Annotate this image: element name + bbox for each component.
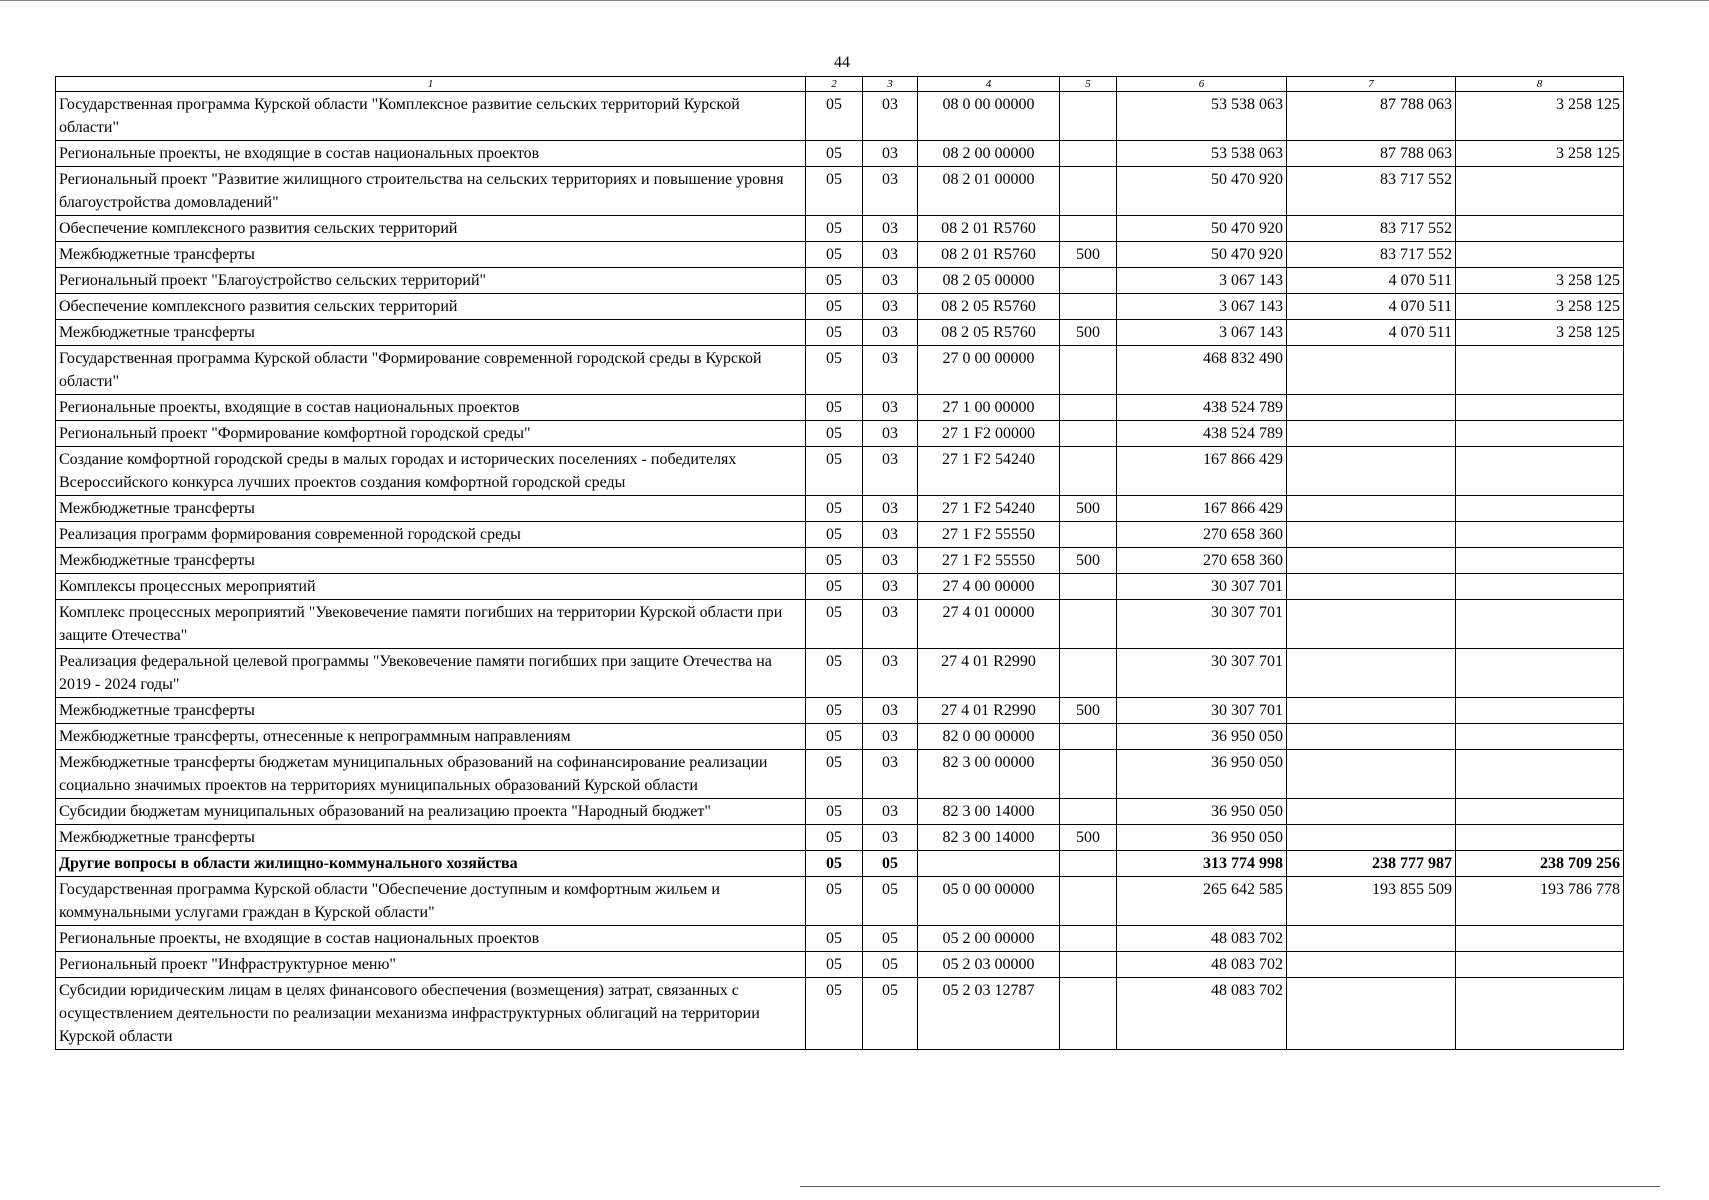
subsection-code-cell: 03	[863, 346, 918, 395]
amount-col7-cell: 4 070 511	[1287, 294, 1456, 320]
section-code-cell: 05	[806, 600, 863, 649]
amount-col6-cell: 167 866 429	[1117, 496, 1287, 522]
amount-col7-cell	[1287, 522, 1456, 548]
subsection-code-cell: 03	[863, 216, 918, 242]
row-name-cell: Региональный проект "Благоустройство сельских территорий"	[56, 268, 806, 294]
subsection-code-cell: 03	[863, 574, 918, 600]
row-name-cell: Межбюджетные трансферты	[56, 548, 806, 574]
subsection-code-cell: 03	[863, 548, 918, 574]
amount-col8-cell	[1456, 750, 1624, 799]
amount-col6-cell: 36 950 050	[1117, 799, 1287, 825]
expense-type-cell	[1060, 799, 1117, 825]
header-cell: 4	[918, 77, 1060, 92]
amount-col8-cell	[1456, 421, 1624, 447]
table-row	[56, 724, 1624, 750]
table-row	[56, 522, 1624, 548]
amount-col6-cell: 30 307 701	[1117, 698, 1287, 724]
table-row	[56, 92, 1624, 141]
table-row	[56, 698, 1624, 724]
target-article-cell: 27 1 F2 55550	[918, 522, 1060, 548]
amount-col7-cell: 83 717 552	[1287, 216, 1456, 242]
table-row	[56, 750, 1624, 799]
expense-type-cell	[1060, 750, 1117, 799]
target-article-cell: 08 0 00 00000	[918, 92, 1060, 141]
amount-col7-cell: 4 070 511	[1287, 320, 1456, 346]
subsection-code-cell: 03	[863, 496, 918, 522]
table-row	[56, 496, 1624, 522]
amount-col8-cell	[1456, 395, 1624, 421]
target-article-cell: 27 4 01 R2990	[918, 649, 1060, 698]
amount-col6-cell: 30 307 701	[1117, 574, 1287, 600]
amount-col8-cell: 3 258 125	[1456, 141, 1624, 167]
amount-col7-cell	[1287, 346, 1456, 395]
subsection-code-cell: 05	[863, 851, 918, 877]
target-article-cell	[918, 851, 1060, 877]
target-article-cell: 82 0 00 00000	[918, 724, 1060, 750]
target-article-cell: 27 4 00 00000	[918, 574, 1060, 600]
table-row	[56, 141, 1624, 167]
subsection-code-cell: 03	[863, 320, 918, 346]
amount-col7-cell: 87 788 063	[1287, 141, 1456, 167]
budget-table	[55, 76, 1624, 1050]
table-row	[56, 548, 1624, 574]
amount-col8-cell	[1456, 649, 1624, 698]
subsection-code-cell: 05	[863, 952, 918, 978]
amount-col8-cell: 3 258 125	[1456, 268, 1624, 294]
header-cell: 1	[56, 77, 806, 92]
subsection-code-cell: 03	[863, 167, 918, 216]
table-row	[56, 649, 1624, 698]
row-name-cell: Реализация программ формирования современной городской среды	[56, 522, 806, 548]
row-name-cell: Региональный проект "Развитие жилищного строительства на сельских территориях и повышение уровня благоустройства домовладений"	[56, 167, 806, 216]
amount-col8-cell	[1456, 978, 1624, 1050]
expense-type-cell	[1060, 978, 1117, 1050]
section-code-cell: 05	[806, 268, 863, 294]
amount-col7-cell	[1287, 421, 1456, 447]
expense-type-cell: 500	[1060, 698, 1117, 724]
amount-col8-cell	[1456, 574, 1624, 600]
amount-col7-cell	[1287, 724, 1456, 750]
amount-col7-cell	[1287, 698, 1456, 724]
expense-type-cell	[1060, 851, 1117, 877]
expense-type-cell: 500	[1060, 825, 1117, 851]
row-name-cell: Государственная программа Курской области "Комплексное развитие сельских территорий Курской области"	[56, 92, 806, 141]
subsection-code-cell: 03	[863, 92, 918, 141]
section-code-cell: 05	[806, 724, 863, 750]
table-row	[56, 421, 1624, 447]
subsection-code-cell: 03	[863, 825, 918, 851]
target-article-cell: 27 1 F2 55550	[918, 548, 1060, 574]
section-code-cell: 05	[806, 548, 863, 574]
amount-col7-cell: 4 070 511	[1287, 268, 1456, 294]
row-name-cell: Межбюджетные трансферты	[56, 242, 806, 268]
expense-type-cell	[1060, 574, 1117, 600]
amount-col6-cell: 167 866 429	[1117, 447, 1287, 496]
amount-col7-cell	[1287, 548, 1456, 574]
amount-col6-cell: 48 083 702	[1117, 978, 1287, 1050]
amount-col7-cell: 193 855 509	[1287, 877, 1456, 926]
amount-col6-cell: 30 307 701	[1117, 600, 1287, 649]
section-code-cell: 05	[806, 320, 863, 346]
amount-col7-cell	[1287, 825, 1456, 851]
row-name-cell: Региональный проект "Инфраструктурное меню"	[56, 952, 806, 978]
amount-col8-cell	[1456, 952, 1624, 978]
row-name-cell: Государственная программа Курской области "Обеспечение доступным и комфортным жильем и коммунальными услугами граждан в Курской области"	[56, 877, 806, 926]
expense-type-cell	[1060, 926, 1117, 952]
row-name-cell: Региональные проекты, не входящие в состав национальных проектов	[56, 141, 806, 167]
scan-edge-line	[800, 1186, 1660, 1187]
table-row	[56, 294, 1624, 320]
target-article-cell: 08 2 05 R5760	[918, 294, 1060, 320]
expense-type-cell: 500	[1060, 320, 1117, 346]
table-row	[56, 825, 1624, 851]
header-cell: 8	[1456, 77, 1624, 92]
subsection-code-cell: 03	[863, 649, 918, 698]
table-row	[56, 346, 1624, 395]
section-code-cell: 05	[806, 799, 863, 825]
row-name-cell: Обеспечение комплексного развития сельских территорий	[56, 216, 806, 242]
subsection-code-cell: 05	[863, 978, 918, 1050]
table-row	[56, 216, 1624, 242]
scan-edge-line	[0, 0, 1709, 1]
target-article-cell: 08 2 05 R5760	[918, 320, 1060, 346]
expense-type-cell	[1060, 724, 1117, 750]
subsection-code-cell: 05	[863, 926, 918, 952]
amount-col6-cell: 36 950 050	[1117, 750, 1287, 799]
amount-col6-cell: 50 470 920	[1117, 216, 1287, 242]
section-code-cell: 05	[806, 978, 863, 1050]
row-name-cell: Создание комфортной городской среды в малых городах и исторических поселениях - победителях Всероссийского конкурса лучших проектов создания комфортной городской среды	[56, 447, 806, 496]
amount-col8-cell	[1456, 926, 1624, 952]
amount-col6-cell: 270 658 360	[1117, 548, 1287, 574]
subsection-code-cell: 03	[863, 799, 918, 825]
amount-col7-cell: 87 788 063	[1287, 92, 1456, 141]
amount-col7-cell	[1287, 600, 1456, 649]
amount-col7-cell	[1287, 649, 1456, 698]
row-name-cell: Региональные проекты, не входящие в состав национальных проектов	[56, 926, 806, 952]
section-code-cell: 05	[806, 522, 863, 548]
section-code-cell: 05	[806, 825, 863, 851]
amount-col8-cell	[1456, 216, 1624, 242]
row-name-cell: Комплексы процессных мероприятий	[56, 574, 806, 600]
amount-col6-cell: 36 950 050	[1117, 825, 1287, 851]
section-code-cell: 05	[806, 167, 863, 216]
target-article-cell: 05 2 00 00000	[918, 926, 1060, 952]
section-code-cell: 05	[806, 952, 863, 978]
amount-col7-cell	[1287, 496, 1456, 522]
amount-col8-cell	[1456, 346, 1624, 395]
subsection-code-cell: 03	[863, 268, 918, 294]
row-name-cell: Субсидии юридическим лицам в целях финансового обеспечения (возмещения) затрат, связанных с осуществлением деятельности по реализации механизма инфраструктурных облигаций на территории Курской области	[56, 978, 806, 1050]
expense-type-cell	[1060, 216, 1117, 242]
amount-col6-cell: 313 774 998	[1117, 851, 1287, 877]
expense-type-cell	[1060, 877, 1117, 926]
subsection-code-cell: 03	[863, 600, 918, 649]
row-name-cell: Региональный проект "Формирование комфортной городской среды"	[56, 421, 806, 447]
section-code-cell: 05	[806, 92, 863, 141]
section-code-cell: 05	[806, 649, 863, 698]
target-article-cell: 05 2 03 12787	[918, 978, 1060, 1050]
table-row	[56, 978, 1624, 1050]
section-code-cell: 05	[806, 851, 863, 877]
section-code-cell: 05	[806, 294, 863, 320]
amount-col8-cell: 238 709 256	[1456, 851, 1624, 877]
table-row	[56, 268, 1624, 294]
table-row	[56, 851, 1624, 877]
amount-col8-cell	[1456, 496, 1624, 522]
row-name-cell: Региональные проекты, входящие в состав национальных проектов	[56, 395, 806, 421]
row-name-cell: Обеспечение комплексного развития сельских территорий	[56, 294, 806, 320]
section-code-cell: 05	[806, 574, 863, 600]
table-row	[56, 447, 1624, 496]
subsection-code-cell: 03	[863, 421, 918, 447]
table-row	[56, 320, 1624, 346]
expense-type-cell	[1060, 346, 1117, 395]
amount-col7-cell	[1287, 952, 1456, 978]
amount-col7-cell	[1287, 926, 1456, 952]
amount-col6-cell: 36 950 050	[1117, 724, 1287, 750]
header-cell: 2	[806, 77, 863, 92]
section-code-cell: 05	[806, 447, 863, 496]
header-cell: 7	[1287, 77, 1456, 92]
target-article-cell: 27 1 F2 00000	[918, 421, 1060, 447]
target-article-cell: 08 2 05 00000	[918, 268, 1060, 294]
subsection-code-cell: 03	[863, 698, 918, 724]
row-name-cell: Межбюджетные трансферты	[56, 320, 806, 346]
amount-col8-cell	[1456, 447, 1624, 496]
amount-col7-cell: 238 777 987	[1287, 851, 1456, 877]
subsection-code-cell: 03	[863, 242, 918, 268]
expense-type-cell	[1060, 649, 1117, 698]
section-code-cell: 05	[806, 216, 863, 242]
section-code-cell: 05	[806, 698, 863, 724]
expense-type-cell	[1060, 952, 1117, 978]
amount-col7-cell	[1287, 574, 1456, 600]
amount-col7-cell	[1287, 978, 1456, 1050]
amount-col8-cell: 193 786 778	[1456, 877, 1624, 926]
section-code-cell: 05	[806, 926, 863, 952]
amount-col8-cell	[1456, 724, 1624, 750]
target-article-cell: 82 3 00 14000	[918, 799, 1060, 825]
subsection-code-cell: 03	[863, 395, 918, 421]
section-code-cell: 05	[806, 877, 863, 926]
amount-col8-cell	[1456, 548, 1624, 574]
table-row	[56, 600, 1624, 649]
table-row	[56, 242, 1624, 268]
amount-col7-cell: 83 717 552	[1287, 242, 1456, 268]
section-code-cell: 05	[806, 141, 863, 167]
expense-type-cell	[1060, 600, 1117, 649]
amount-col6-cell: 50 470 920	[1117, 242, 1287, 268]
row-name-cell: Другие вопросы в области жилищно-коммунального хозяйства	[56, 851, 806, 877]
amount-col6-cell: 3 067 143	[1117, 294, 1287, 320]
table-row	[56, 167, 1624, 216]
subsection-code-cell: 03	[863, 724, 918, 750]
amount-col8-cell	[1456, 167, 1624, 216]
amount-col7-cell	[1287, 395, 1456, 421]
subsection-code-cell: 05	[863, 877, 918, 926]
amount-col6-cell: 270 658 360	[1117, 522, 1287, 548]
target-article-cell: 08 2 01 00000	[918, 167, 1060, 216]
header-row	[56, 77, 1624, 92]
table-row	[56, 799, 1624, 825]
target-article-cell: 08 2 01 R5760	[918, 242, 1060, 268]
amount-col6-cell: 468 832 490	[1117, 346, 1287, 395]
amount-col8-cell	[1456, 799, 1624, 825]
target-article-cell: 27 1 F2 54240	[918, 447, 1060, 496]
expense-type-cell: 500	[1060, 548, 1117, 574]
target-article-cell: 05 2 03 00000	[918, 952, 1060, 978]
section-code-cell: 05	[806, 346, 863, 395]
header-cell: 3	[863, 77, 918, 92]
amount-col8-cell: 3 258 125	[1456, 92, 1624, 141]
amount-col6-cell: 265 642 585	[1117, 877, 1287, 926]
amount-col6-cell: 48 083 702	[1117, 952, 1287, 978]
target-article-cell: 27 0 00 00000	[918, 346, 1060, 395]
amount-col8-cell	[1456, 825, 1624, 851]
expense-type-cell	[1060, 167, 1117, 216]
header-cell: 6	[1117, 77, 1287, 92]
expense-type-cell	[1060, 421, 1117, 447]
header-cell: 5	[1060, 77, 1117, 92]
target-article-cell: 05 0 00 00000	[918, 877, 1060, 926]
row-name-cell: Межбюджетные трансферты, отнесенные к непрограммным направлениям	[56, 724, 806, 750]
section-code-cell: 05	[806, 496, 863, 522]
expense-type-cell	[1060, 294, 1117, 320]
section-code-cell: 05	[806, 395, 863, 421]
amount-col7-cell	[1287, 750, 1456, 799]
amount-col6-cell: 53 538 063	[1117, 92, 1287, 141]
section-code-cell: 05	[806, 242, 863, 268]
amount-col6-cell: 53 538 063	[1117, 141, 1287, 167]
amount-col6-cell: 50 470 920	[1117, 167, 1287, 216]
target-article-cell: 82 3 00 00000	[918, 750, 1060, 799]
amount-col8-cell	[1456, 242, 1624, 268]
amount-col8-cell	[1456, 698, 1624, 724]
amount-col8-cell: 3 258 125	[1456, 294, 1624, 320]
expense-type-cell	[1060, 522, 1117, 548]
amount-col6-cell: 3 067 143	[1117, 320, 1287, 346]
target-article-cell: 27 4 01 00000	[918, 600, 1060, 649]
target-article-cell: 82 3 00 14000	[918, 825, 1060, 851]
amount-col6-cell: 30 307 701	[1117, 649, 1287, 698]
target-article-cell: 27 4 01 R2990	[918, 698, 1060, 724]
expense-type-cell: 500	[1060, 242, 1117, 268]
subsection-code-cell: 03	[863, 750, 918, 799]
amount-col8-cell	[1456, 522, 1624, 548]
table-row	[56, 926, 1624, 952]
target-article-cell: 08 2 01 R5760	[918, 216, 1060, 242]
section-code-cell: 05	[806, 750, 863, 799]
amount-col6-cell: 438 524 789	[1117, 395, 1287, 421]
section-code-cell: 05	[806, 421, 863, 447]
amount-col6-cell: 438 524 789	[1117, 421, 1287, 447]
amount-col8-cell: 3 258 125	[1456, 320, 1624, 346]
amount-col8-cell	[1456, 600, 1624, 649]
row-name-cell: Межбюджетные трансферты	[56, 496, 806, 522]
target-article-cell: 08 2 00 00000	[918, 141, 1060, 167]
amount-col6-cell: 3 067 143	[1117, 268, 1287, 294]
table-row	[56, 395, 1624, 421]
amount-col7-cell: 83 717 552	[1287, 167, 1456, 216]
target-article-cell: 27 1 F2 54240	[918, 496, 1060, 522]
table-row	[56, 574, 1624, 600]
table-body	[56, 92, 1624, 1050]
row-name-cell: Межбюджетные трансферты	[56, 698, 806, 724]
subsection-code-cell: 03	[863, 447, 918, 496]
subsection-code-cell: 03	[863, 522, 918, 548]
expense-type-cell: 500	[1060, 496, 1117, 522]
expense-type-cell	[1060, 447, 1117, 496]
expense-type-cell	[1060, 268, 1117, 294]
expense-type-cell	[1060, 395, 1117, 421]
subsection-code-cell: 03	[863, 141, 918, 167]
amount-col7-cell	[1287, 799, 1456, 825]
row-name-cell: Реализация федеральной целевой программы "Увековечение памяти погибших при защите Отечества на 2019 - 2024 годы"	[56, 649, 806, 698]
table-row	[56, 877, 1624, 926]
row-name-cell: Межбюджетные трансферты	[56, 825, 806, 851]
subsection-code-cell: 03	[863, 294, 918, 320]
amount-col7-cell	[1287, 447, 1456, 496]
row-name-cell: Субсидии бюджетам муниципальных образований на реализацию проекта "Народный бюджет"	[56, 799, 806, 825]
target-article-cell: 27 1 00 00000	[918, 395, 1060, 421]
page-number: 44	[834, 54, 850, 71]
table-row	[56, 952, 1624, 978]
expense-type-cell	[1060, 92, 1117, 141]
row-name-cell: Комплекс процессных мероприятий "Увековечение памяти погибших на территории Курской области при защите Отечества"	[56, 600, 806, 649]
row-name-cell: Межбюджетные трансферты бюджетам муниципальных образований на софинансирование реализации социально значимых проектов на территориях муниципальных образований Курской области	[56, 750, 806, 799]
amount-col6-cell: 48 083 702	[1117, 926, 1287, 952]
expense-type-cell	[1060, 141, 1117, 167]
row-name-cell: Государственная программа Курской области "Формирование современной городской среды в Курской области"	[56, 346, 806, 395]
